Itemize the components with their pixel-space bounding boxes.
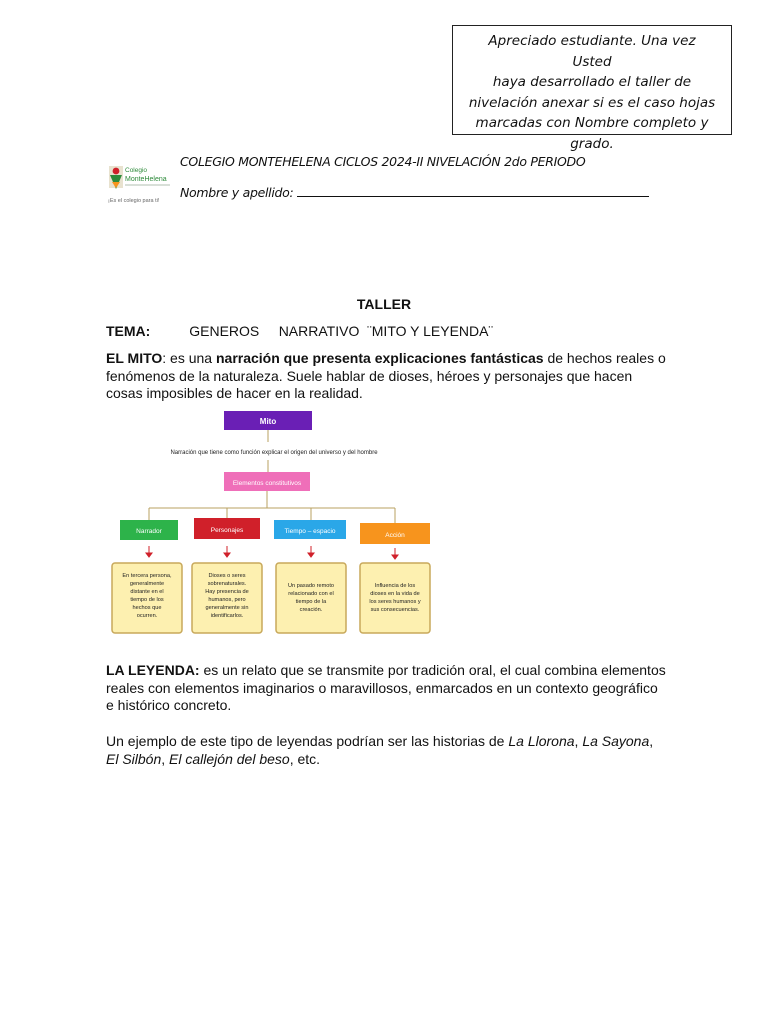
card-text: ocurren. — [136, 613, 158, 619]
card-text: sus consecuencias. — [370, 607, 420, 613]
card-text: tiempo de los — [130, 597, 164, 603]
mito-concept-map — [106, 405, 442, 637]
logo-tagline: ¡Es el colegio para ti! — [108, 198, 160, 204]
card-text: Dioses o seres — [208, 573, 246, 579]
topic-line — [106, 323, 493, 339]
topic-label: TEMA: — [106, 323, 151, 339]
card-text: Influencia de los — [374, 583, 416, 589]
logo-line1: Colegio — [125, 167, 148, 174]
school-logo — [106, 160, 172, 216]
card-text: generalmente sin — [205, 605, 249, 611]
card-text: creación. — [299, 607, 323, 613]
card-text: hechos que — [132, 605, 162, 611]
school-title: COLEGIO MONTEHELENA CICLOS 2024-II NIVELACIÓN 2do PERIODO — [180, 154, 586, 169]
mito-emphasis: narración que presenta explicaciones fantásticas — [215, 350, 544, 366]
notice-line: grado. — [570, 135, 614, 152]
ejemplo-paragraph — [106, 733, 666, 768]
notice-line: haya desarrollado el taller de — [492, 74, 692, 90]
legend-title: La Sayona — [582, 733, 650, 749]
legend-title: La Llorona — [508, 733, 575, 749]
mito-text: : es una — [162, 350, 216, 366]
separator: , — [574, 733, 583, 749]
card-text: generalmente — [129, 581, 165, 587]
card-text: identificarlos. — [210, 613, 244, 619]
name-blank-line — [297, 184, 649, 197]
name-field — [180, 184, 649, 200]
card-text: tiempo de la — [295, 599, 327, 605]
card-text: sobrenaturales. — [207, 581, 247, 587]
card-text: Un pasado remoto — [287, 583, 335, 589]
separator: , — [161, 750, 170, 767]
card-text: dioses en la vida de — [370, 591, 420, 597]
definition-text: Narración que tiene como función explicar el origen del universo y del hombre — [170, 450, 378, 456]
separator: , — [649, 733, 654, 749]
notice-line: marcadas con Nombre completo y — [475, 115, 709, 131]
card-text: distante en el — [130, 589, 164, 595]
card-text: humanos, pero — [208, 597, 246, 603]
branch-label: Personajes — [210, 527, 244, 534]
card-text: relacionado con el — [288, 591, 334, 597]
mito-paragraph — [106, 350, 666, 403]
card-text: Hay presencia de — [205, 589, 249, 595]
mito-term: EL MITO — [106, 350, 163, 366]
logo-line2: MonteHelena — [125, 176, 167, 183]
root-label: Mito — [259, 417, 277, 426]
name-label: Nombre y apellido: — [180, 185, 294, 200]
leyenda-term: LA LEYENDA: — [106, 662, 200, 678]
branch-label: Acción — [385, 532, 405, 539]
card-text: En tercera persona, — [122, 573, 172, 579]
legend-title: El callejón del beso — [169, 750, 290, 767]
ejemplo-text: Un ejemplo de este tipo de leyendas podrían ser las historias de — [106, 733, 509, 749]
branch-label: Narrador — [136, 528, 162, 535]
topic-value: GENEROS NARRATIVO ¨MITO Y LEYENDA¨ — [189, 323, 494, 339]
leyenda-text: es un relato que se transmite por tradición oral, el cual combina elementos reales con elementos imaginarios o maravillosos, enmarcados en un contexto geográfico e histórico concreto. — [106, 662, 666, 713]
leyenda-paragraph — [106, 662, 666, 715]
mito-text-rest: de hechos reales o fenómenos de la naturaleza. Suele hablar de dioses, héroes y personajes que hacen cosas imposibles de hacer en la realidad. — [106, 350, 666, 401]
elements-label: Elementos constitutivos — [232, 480, 302, 487]
card-tiempo — [276, 563, 346, 633]
notice-line: nivelación anexar si es el caso hojas — [468, 94, 716, 111]
card-accion — [360, 563, 430, 633]
branch-label: Tiempo – espacio — [284, 528, 336, 535]
legend-title: El Silbón — [106, 750, 162, 767]
page-heading: TALLER — [356, 296, 412, 312]
student-notice-box — [452, 25, 732, 152]
notice-line: Apreciado estudiante. Una vez Usted — [488, 33, 696, 70]
ejemplo-end: , etc. — [289, 750, 321, 767]
card-text: los seres humanos y — [369, 599, 421, 605]
